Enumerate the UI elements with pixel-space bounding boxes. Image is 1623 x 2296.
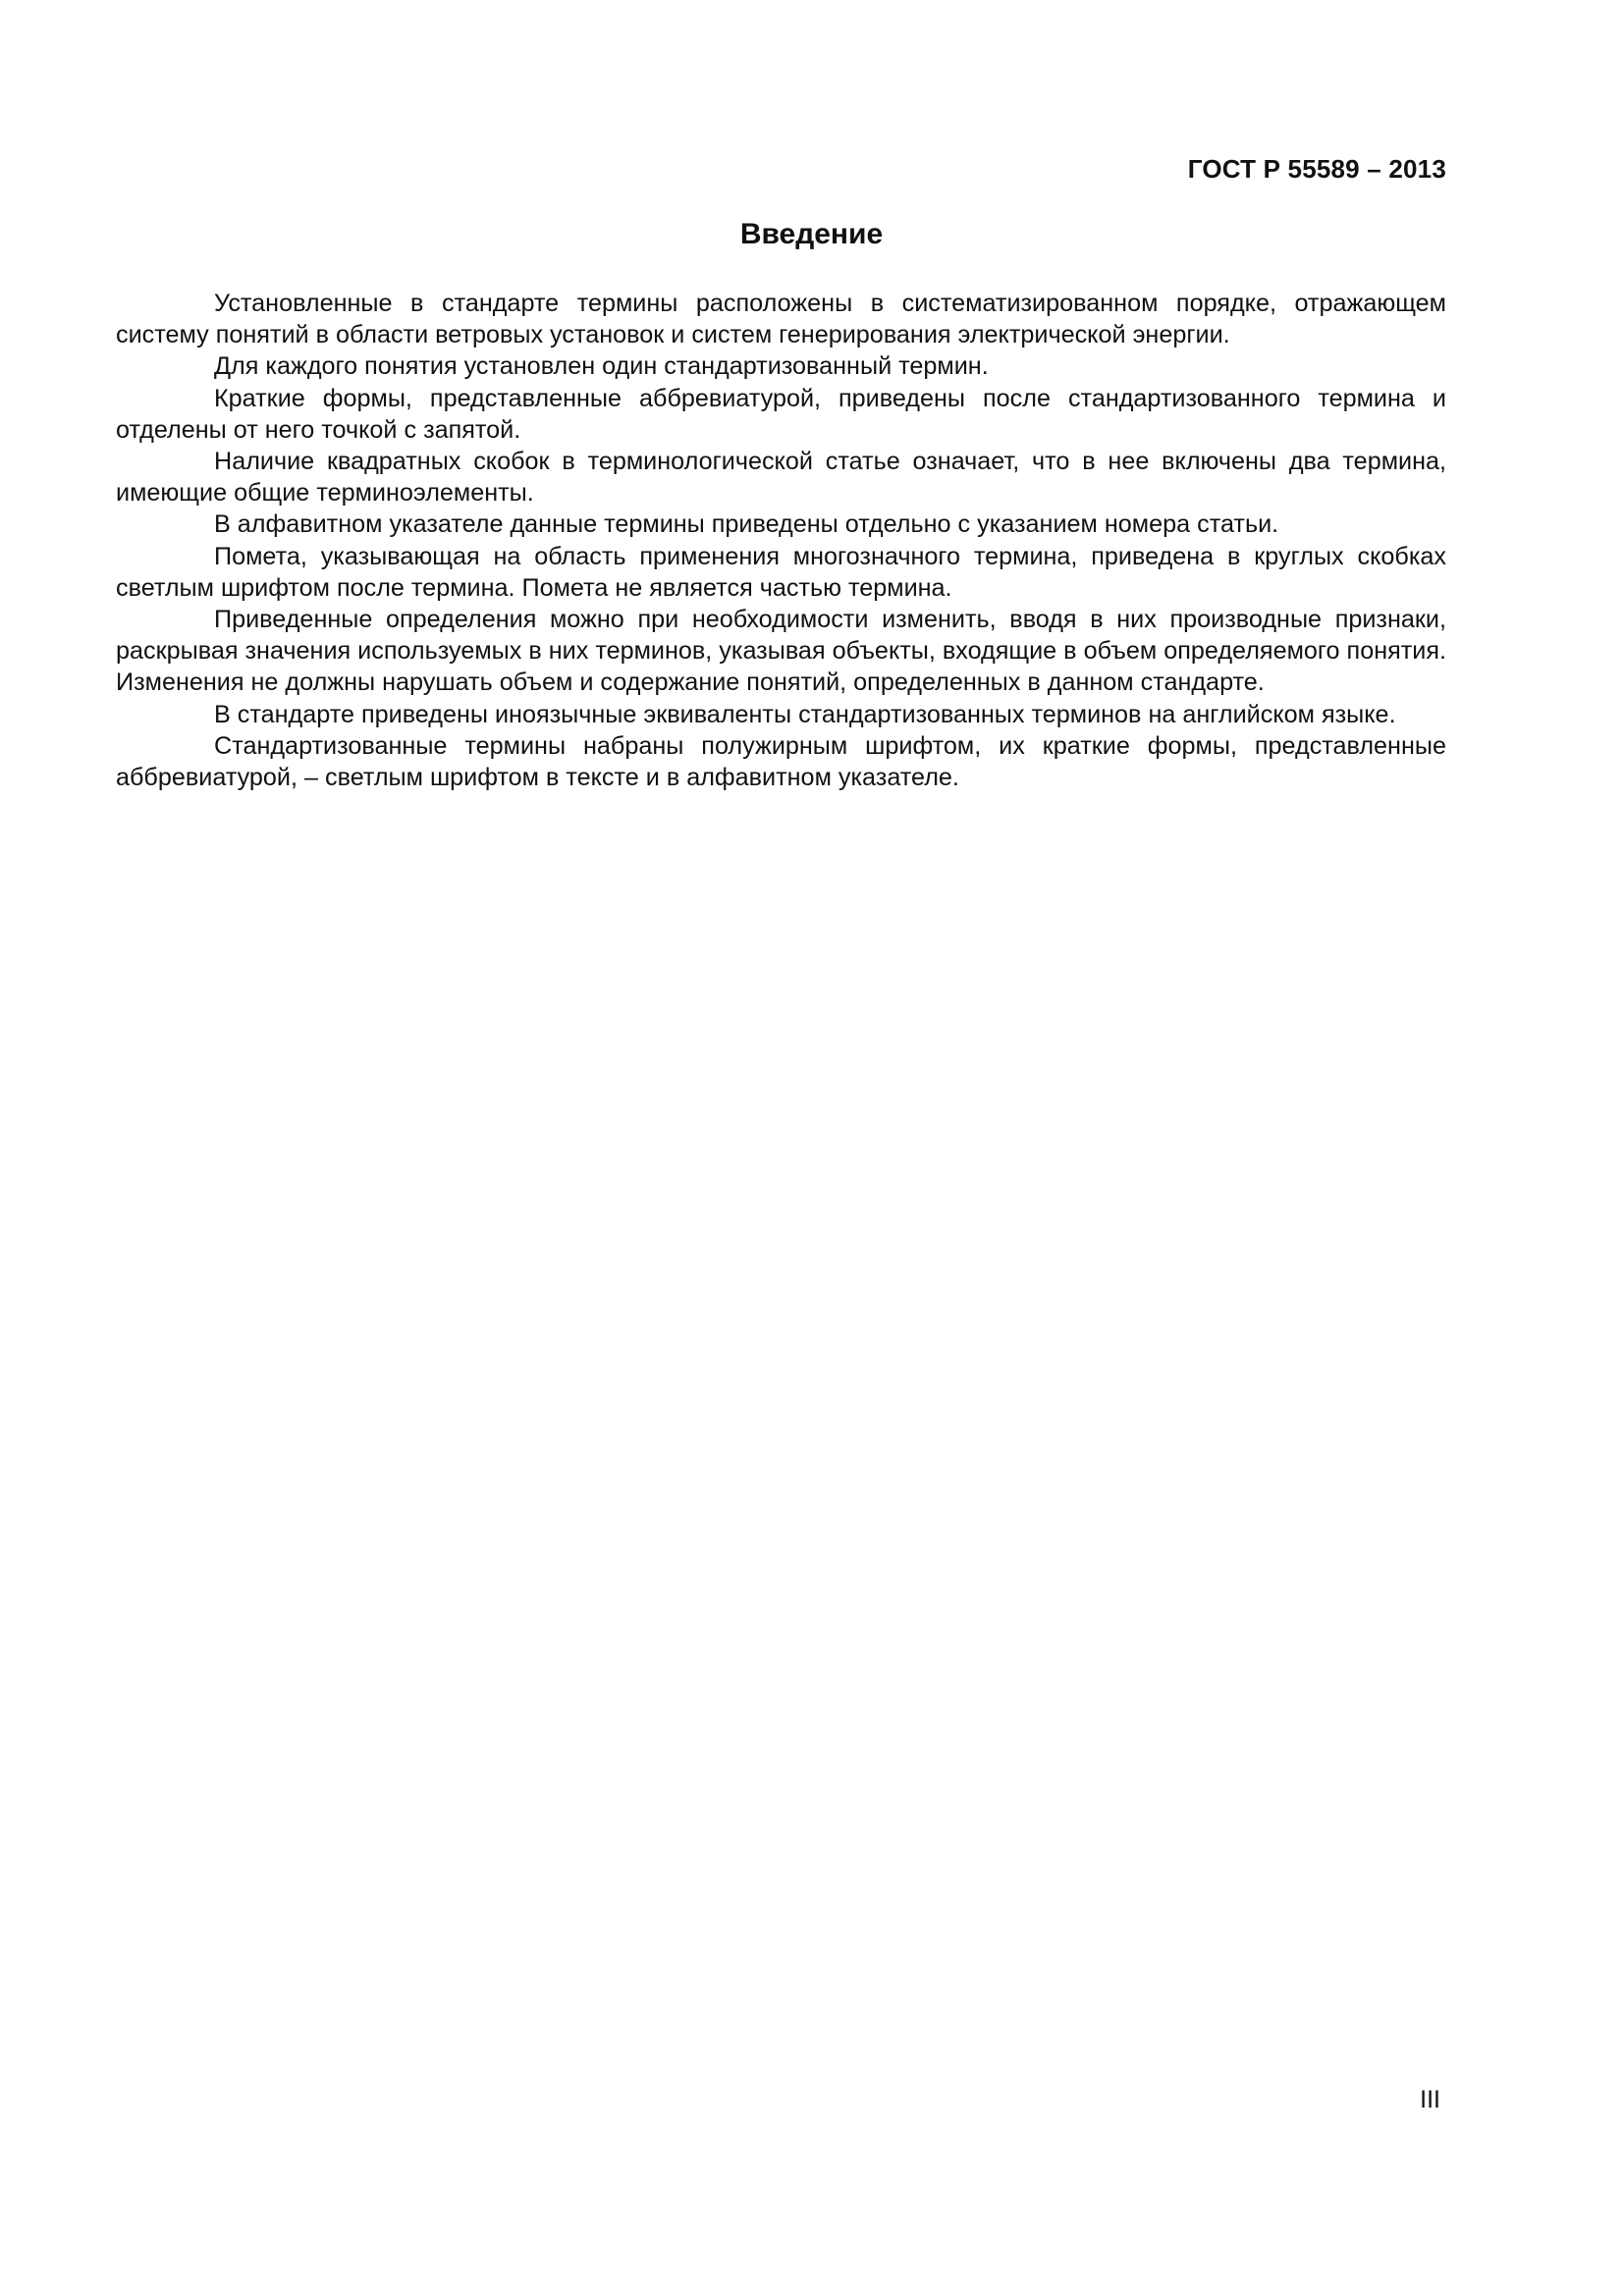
- paragraph: Краткие формы, представленные аббревиатурой, приведены после стандартизованного термина и отделены от него точкой с запятой.: [116, 384, 1446, 444]
- paragraph: Приведенные определения можно при необходимости изменить, вводя в них производные признаки, раскрывая значения используемых в них терминов, указывая объекты, входящие в объем определяемого понятия. Изменения не должны нарушать объем и содержание понятий, определенных в данном стандарте.: [116, 606, 1446, 697]
- page-number: III: [1420, 2086, 1440, 2113]
- paragraph: В стандарте приведены иноязычные эквиваленты стандартизованных терминов на английском языке.: [214, 700, 1396, 728]
- paragraph: Наличие квадратных скобок в терминологической статье означает, что в нее включены два термина, имеющие общие терминоэлементы.: [116, 448, 1446, 507]
- paragraph: Помета, указывающая на область применения многозначного термина, приведена в круглых скобках светлым шрифтом после термина. Помета не является частью термина.: [116, 542, 1446, 602]
- paragraph: Стандартизованные термины набраны полужирным шрифтом, их краткие формы, представленные аббревиатурой, – светлым шрифтом в тексте и в алфавитном указателе.: [116, 731, 1446, 792]
- section-title: Введение: [739, 218, 884, 250]
- document-body: [116, 288, 1446, 793]
- paragraph: В алфавитном указателе данные термины приведены отдельно с указанием номера статьи.: [214, 510, 1279, 539]
- document-code: ГОСТ Р 55589 – 2013: [1187, 154, 1446, 184]
- paragraph: Для каждого понятия установлен один стандартизованный термин.: [214, 352, 989, 381]
- paragraph: Установленные в стандарте термины расположены в систематизированном порядке, отражающем систему понятий в области ветровых установок и систем генерирования электрической энергии.: [116, 290, 1446, 349]
